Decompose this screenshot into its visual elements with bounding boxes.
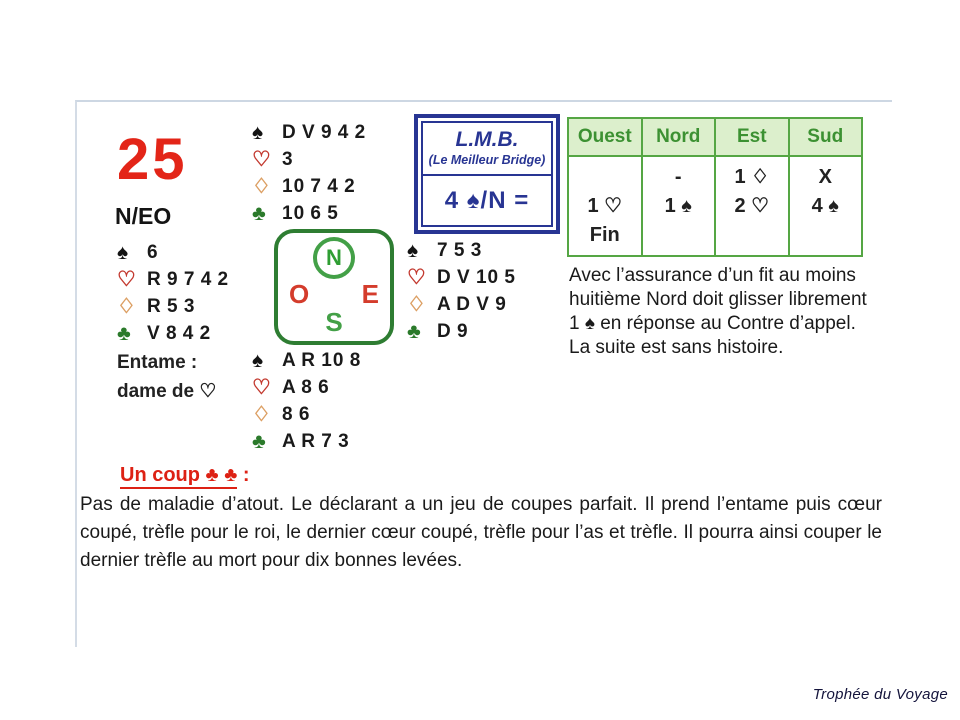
west-clubs: V 8 4 2 xyxy=(147,322,212,344)
heart-icon: ♡ xyxy=(252,148,271,171)
diamond-icon: ♢ xyxy=(117,295,136,318)
analysis-body: Pas de maladie d’atout. Le déclarant a un jeu de coupes parfait. Il prend l’entame puis cœur coupé, trèfle pour le roi, le dernier cœur coupé, trèfle pour l’as et trèfle. Il pourra ainsi couper le dernier trèfle au mort pour dix bonnes levées. xyxy=(80,494,882,571)
compass-west-label: O xyxy=(289,279,310,309)
hand-south xyxy=(252,347,361,455)
bid-cell xyxy=(569,163,641,192)
bid-cell: X xyxy=(818,166,832,188)
bidding-body-nord xyxy=(643,157,715,255)
lead-label: Entame : xyxy=(117,352,198,373)
holding-row xyxy=(407,264,516,291)
bidding-column-sud xyxy=(788,119,862,255)
deal-number: 25 xyxy=(117,127,188,192)
scanned-card-area xyxy=(75,100,892,647)
analysis-heading xyxy=(120,464,250,487)
bid-cell xyxy=(790,221,862,250)
holding-row xyxy=(252,173,366,200)
bidding-column-ouest xyxy=(569,119,641,255)
holding-row xyxy=(252,146,366,173)
east-diamonds: A D V 9 xyxy=(437,293,507,315)
bid-cell: - xyxy=(674,166,682,188)
holding-row xyxy=(407,318,516,345)
spade-icon: ♠ xyxy=(117,241,129,264)
lead-card: dame de ♡ xyxy=(117,381,217,402)
hand-east xyxy=(407,237,516,345)
compass-rose xyxy=(274,229,394,345)
holding-row xyxy=(117,239,229,266)
bidding-column-nord xyxy=(641,119,715,255)
diamond-icon: ♢ xyxy=(407,293,426,316)
holding-row xyxy=(252,119,366,146)
south-spades: A R 10 8 xyxy=(282,349,362,371)
club-icon: ♣ xyxy=(407,320,421,343)
east-spades: 7 5 3 xyxy=(437,239,483,261)
holding-row xyxy=(252,428,361,455)
south-hearts: A 8 6 xyxy=(282,376,330,398)
bidding-header-ouest: Ouest xyxy=(569,119,641,157)
hand-west xyxy=(117,239,229,347)
club-icon: ♣ xyxy=(252,202,266,225)
contract-label: 4 ♠/N = xyxy=(444,186,530,214)
bid-cell: Fin xyxy=(589,224,620,246)
south-clubs: A R 7 3 xyxy=(282,430,350,452)
bid-cell xyxy=(716,221,788,250)
bid-cell: 1 ♠ xyxy=(664,195,692,217)
footer-brand: Trophée du Voyage xyxy=(812,686,948,703)
holding-row xyxy=(252,347,361,374)
bid-cell: 2 ♡ xyxy=(734,195,770,217)
lmb-title: L.M.B. xyxy=(455,128,519,151)
spade-icon: ♠ xyxy=(252,121,264,144)
commentary-line: La suite est sans histoire. xyxy=(569,337,784,358)
holding-row xyxy=(252,200,366,227)
bidding-header-est: Est xyxy=(716,119,788,157)
holding-row xyxy=(117,293,229,320)
heart-icon: ♡ xyxy=(407,266,426,289)
north-hearts: 3 xyxy=(282,148,294,170)
holding-row xyxy=(252,401,361,428)
bid-cell: 4 ♠ xyxy=(811,195,839,217)
bidding-column-est xyxy=(714,119,788,255)
heart-icon: ♡ xyxy=(252,376,271,399)
holding-row xyxy=(252,374,361,401)
compass-south-label: S xyxy=(325,307,343,337)
analysis-heading-suffix: : xyxy=(237,464,250,486)
bidding-header-nord: Nord xyxy=(643,119,715,157)
club-icon: ♣ xyxy=(117,322,131,345)
hand-north xyxy=(252,119,366,227)
north-spades: D V 9 4 2 xyxy=(282,121,367,143)
holding-row xyxy=(407,237,516,264)
opening-lead xyxy=(117,352,216,408)
bid-cell xyxy=(643,221,715,250)
east-hearts: D V 10 5 xyxy=(437,266,516,288)
commentary-line: 1 ♠ en réponse au Contre d’appel. xyxy=(569,313,856,334)
diamond-icon: ♢ xyxy=(252,175,271,198)
bidding-table xyxy=(567,117,863,257)
bid-cell: 1 ♡ xyxy=(587,195,623,217)
bid-cell: 1 ♢ xyxy=(734,166,770,188)
bidding-body-est xyxy=(716,157,788,255)
club-icon: ♣ xyxy=(252,430,266,453)
compass-north-circle xyxy=(313,237,355,279)
lmb-box xyxy=(414,114,560,234)
south-diamonds: 8 6 xyxy=(282,403,311,425)
analysis-heading-underlined: Un coup ♣ ♣ xyxy=(120,464,237,489)
holding-row xyxy=(407,291,516,318)
compass-east-label: E xyxy=(361,279,379,309)
holding-row xyxy=(117,320,229,347)
north-diamonds: 10 7 4 2 xyxy=(282,175,356,197)
lmb-subtitle: (Le Meilleur Bridge) xyxy=(428,153,546,167)
lmb-header xyxy=(423,123,551,176)
commentary-line: Avec l’assurance d’un fit au moins xyxy=(569,265,856,286)
bidding-body-sud xyxy=(790,157,862,255)
holding-row xyxy=(117,266,229,293)
bidding-body-ouest xyxy=(569,157,641,255)
bidding-header-sud: Sud xyxy=(790,119,862,157)
spade-icon: ♠ xyxy=(407,239,419,262)
heart-icon: ♡ xyxy=(117,268,136,291)
diamond-icon: ♢ xyxy=(252,403,271,426)
north-clubs: 10 6 5 xyxy=(282,202,339,224)
compass-north-label: N xyxy=(326,245,342,270)
lmb-inner-frame xyxy=(421,121,553,227)
vulnerability-label: N/EO xyxy=(115,203,172,229)
west-hearts: R 9 7 4 2 xyxy=(147,268,230,290)
east-clubs: D 9 xyxy=(437,320,469,342)
bidding-commentary xyxy=(569,264,881,360)
commentary-line: huitième Nord doit glisser librement xyxy=(569,289,867,310)
west-spades: 6 xyxy=(147,241,159,263)
west-diamonds: R 5 3 xyxy=(147,295,196,317)
spade-icon: ♠ xyxy=(252,349,264,372)
